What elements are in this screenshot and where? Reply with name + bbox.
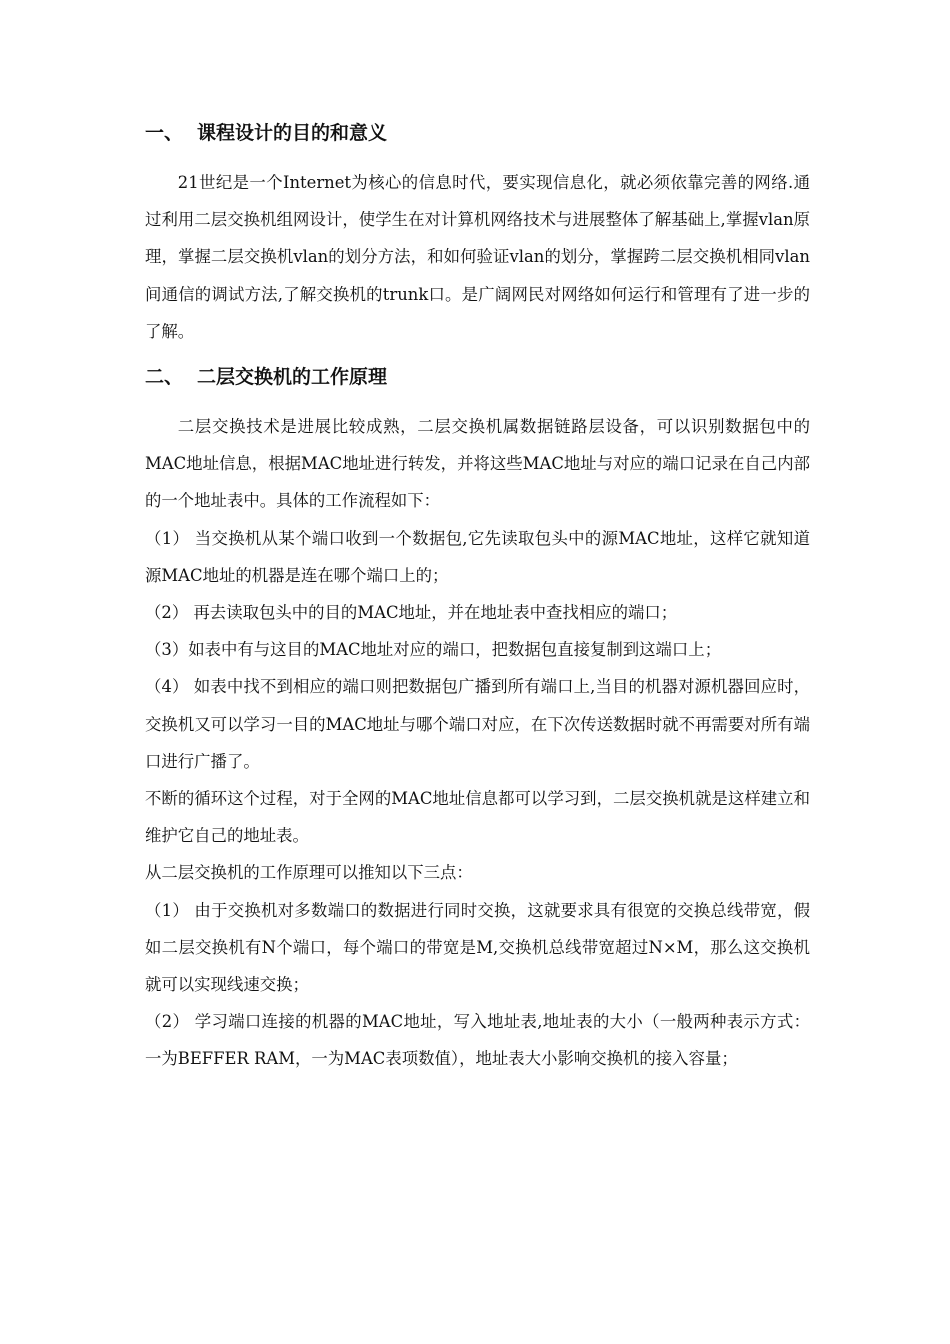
section-title: 二层交换机的工作原理 <box>197 366 388 389</box>
section-heading-2 <box>145 362 810 392</box>
body-paragraph: 21世纪是一个Internet为核心的信息时代，要实现信息化，就必须依靠完善的网络.通过利用二层交换机组网设计，使学生在对计算机网络技术与进展整体了解基础上,掌握vlan原理，掌握二层交换机vlan的划分方法，和如何验证vlan的划分，掌握跨二层交换机相同vlan间通信的调试方法,了解交换机的trunk口。是广阔网民对网络如何运行和管理有了进一步的了解。 <box>145 173 810 341</box>
section-title: 课程设计的目的和意义 <box>197 122 388 144</box>
section-number: 二、 <box>145 366 184 389</box>
inference-item: （2） 学习端口连接的机器的MAC地址，写入地址表,地址表的大小（一般两种表示方式：一为BEFFER RAM，一为MAC表项数值），地址表大小影响交换机的接入容量； <box>145 1012 810 1069</box>
inference-intro: 从二层交换机的工作原理可以推知以下三点： <box>145 863 473 883</box>
workflow-step: （3）如表中有与这目的MAC地址对应的端口，把数据包直接复制到这端口上； <box>145 640 722 660</box>
workflow-step: （4） 如表中找不到相应的端口则把数据包广播到所有端口上,当目的机器对源机器回应时，交换机又可以学习一目的MAC地址与哪个端口对应，在下次传送数据时就不再需要对所有端口进行广播了。 <box>145 677 810 771</box>
workflow-step: （2） 再去读取包头中的目的MAC地址，并在地址表中查找相应的端口； <box>145 603 678 623</box>
section-number: 一、 <box>145 122 184 144</box>
section-heading-1 <box>145 118 810 148</box>
intro-paragraph: 二层交换技术是进展比较成熟，二层交换机属数据链路层设备，可以识别数据包中的MAC地址信息，根据MAC地址进行转发，并将这些MAC地址与对应的端口记录在自己内部的一个地址表中。具体的工作流程如下： <box>145 417 810 511</box>
workflow-step: （1） 当交换机从某个端口收到一个数据包,它先读取包头中的源MAC地址，这样它就知道源MAC地址的机器是连在哪个端口上的； <box>145 528 810 585</box>
inference-item: （1） 由于交换机对多数端口的数据进行同时交换，这就要求具有很宽的交换总线带宽，假如二层交换机有N个端口，每个端口的带宽是M,交换机总线带宽超过N×M，那么这交换机就可以实现线速交换； <box>145 900 810 995</box>
document-page <box>145 118 810 1078</box>
cycle-paragraph: 不断的循环这个过程，对于全网的MAC地址信息都可以学习到，二层交换机就是这样建立和维护它自己的地址表。 <box>145 789 810 846</box>
